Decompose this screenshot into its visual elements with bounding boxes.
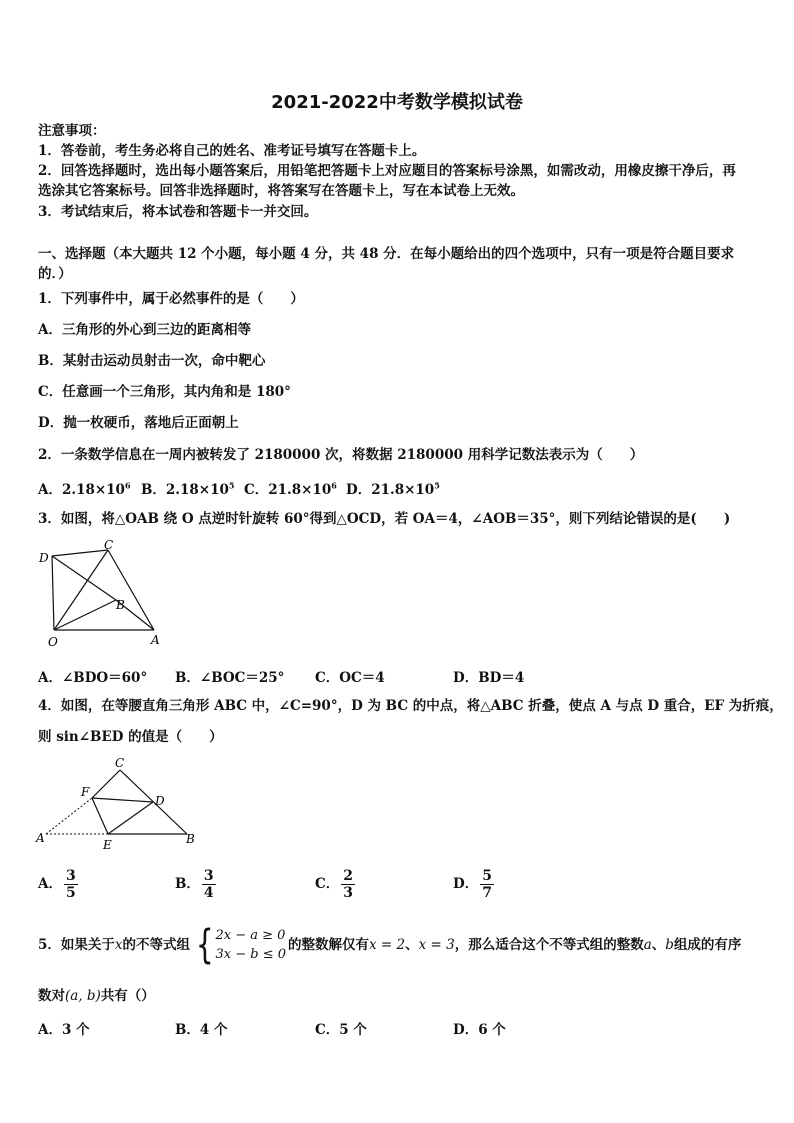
q2-option-b: B．$2.18\times 10^5$	[141, 480, 235, 498]
rotation-figure	[34, 538, 168, 650]
inequality-system: { 2x − a ≥ 0 3x − b ≤ 0	[195, 922, 286, 968]
q5-option-c: C．5 个	[315, 1022, 367, 1038]
notice-item: 选涂其它答案标号。回答非选择题时，将答案写在答题卡上，写在本试卷上无效。	[38, 183, 524, 199]
q3-option-b: B．∠BOC＝25°	[175, 670, 285, 686]
q1-option-d: D．抛一枚硬币，落地后正面朝上	[38, 415, 239, 431]
label-a: A	[151, 633, 160, 647]
q2-option-d: D．$21.8\times 10^5$	[346, 480, 440, 498]
section-heading: 一、选择题（本大题共 12 个小题，每小题 4 分，共 48 分．在每小题给出的四个选项中，只有一项是符合题目要求	[38, 246, 735, 262]
notice-item: 1．答卷前，考生务必将自己的姓名、准考证号填写在答题卡上。	[38, 143, 426, 159]
q5-option-a: A．3 个	[38, 1022, 90, 1038]
q2-option-c: C．$21.8\times 10^6$	[244, 480, 337, 498]
notice-item: 3．考试结束后，将本试卷和答题卡一并交回。	[38, 204, 318, 220]
notice-item: 2．回答选择题时，选出每小题答案后，用铅笔把答题卡上对应题目的答案标号涂黑，如需改动，用橡皮擦干净后，再	[38, 163, 736, 179]
label-o: O	[48, 635, 58, 649]
q1-option-a: A．三角形的外心到三边的距离相等	[38, 322, 251, 338]
notice-heading: 注意事项：	[38, 123, 106, 139]
q1-option-b: B．某射击运动员射击一次，命中靶心	[38, 353, 266, 369]
label-d: D	[39, 551, 49, 565]
q3-option-c: C．OC＝4	[315, 670, 385, 686]
question-2-stem: 2．一条数学信息在一周内被转发了 2180000 次，将数据 2180000 用科学记数法表示为（ ）	[38, 447, 644, 463]
fold-figure	[32, 754, 202, 854]
label-c: C	[115, 756, 125, 770]
label-f: F	[81, 785, 90, 799]
question-5-stem-cont: 数对(a, b)共有（）	[38, 988, 155, 1004]
q5-option-b: B．4 个	[175, 1022, 228, 1038]
page-title: 2021-2022中考数学模拟试卷	[271, 92, 523, 113]
q5-option-d: D．6 个	[453, 1022, 506, 1038]
label-a: A	[36, 831, 45, 845]
question-4-stem-cont: 则 sin∠BED 的值是（ ）	[38, 729, 223, 745]
q3-option-a: A．∠BDO＝60°	[38, 670, 148, 686]
label-b: B	[116, 598, 125, 612]
q4-option-a: A． $\frac{3}{5}$	[38, 868, 76, 901]
q4-option-b: B． $\frac{3}{4}$	[175, 868, 214, 901]
label-d: D	[155, 794, 165, 808]
q3-option-d: D．BD＝4	[453, 670, 525, 686]
question-3-stem: 3．如图，将△OAB 绕 O 点逆时针旋转 60°得到△OCD，若 OA＝4，∠AOB＝35°，则下列结论错误的是( )	[38, 511, 731, 527]
label-e: E	[103, 838, 112, 852]
label-b: B	[186, 832, 195, 846]
question-1-stem: 1．下列事件中，属于必然事件的是（ ）	[38, 291, 304, 307]
question-5-stem: 5．如果关于 x 的不等式组 { 2x − a ≥ 0 3x − b ≤ 0 的整数解仅有 x = 2 、 x = 3 ，那么适合这个不等式组的整数 a 、 b 组成的有序	[38, 922, 742, 968]
q1-option-c: C．任意画一个三角形，其内角和是 180°	[38, 384, 291, 400]
q4-option-d: D． $\frac{5}{7}$	[453, 868, 492, 901]
q4-option-c: C． $\frac{2}{3}$	[315, 868, 353, 901]
question-4-stem: 4．如图，在等腰直角三角形 ABC 中，∠C=90°，D 为 BC 的中点，将△ABC 折叠，使点 A 与点 D 重合，EF 为折痕，	[38, 698, 783, 714]
label-c: C	[104, 538, 114, 552]
q2-option-a: A．$2.18\times 10^6$	[38, 480, 131, 498]
section-heading-cont: 的．）	[38, 266, 72, 282]
